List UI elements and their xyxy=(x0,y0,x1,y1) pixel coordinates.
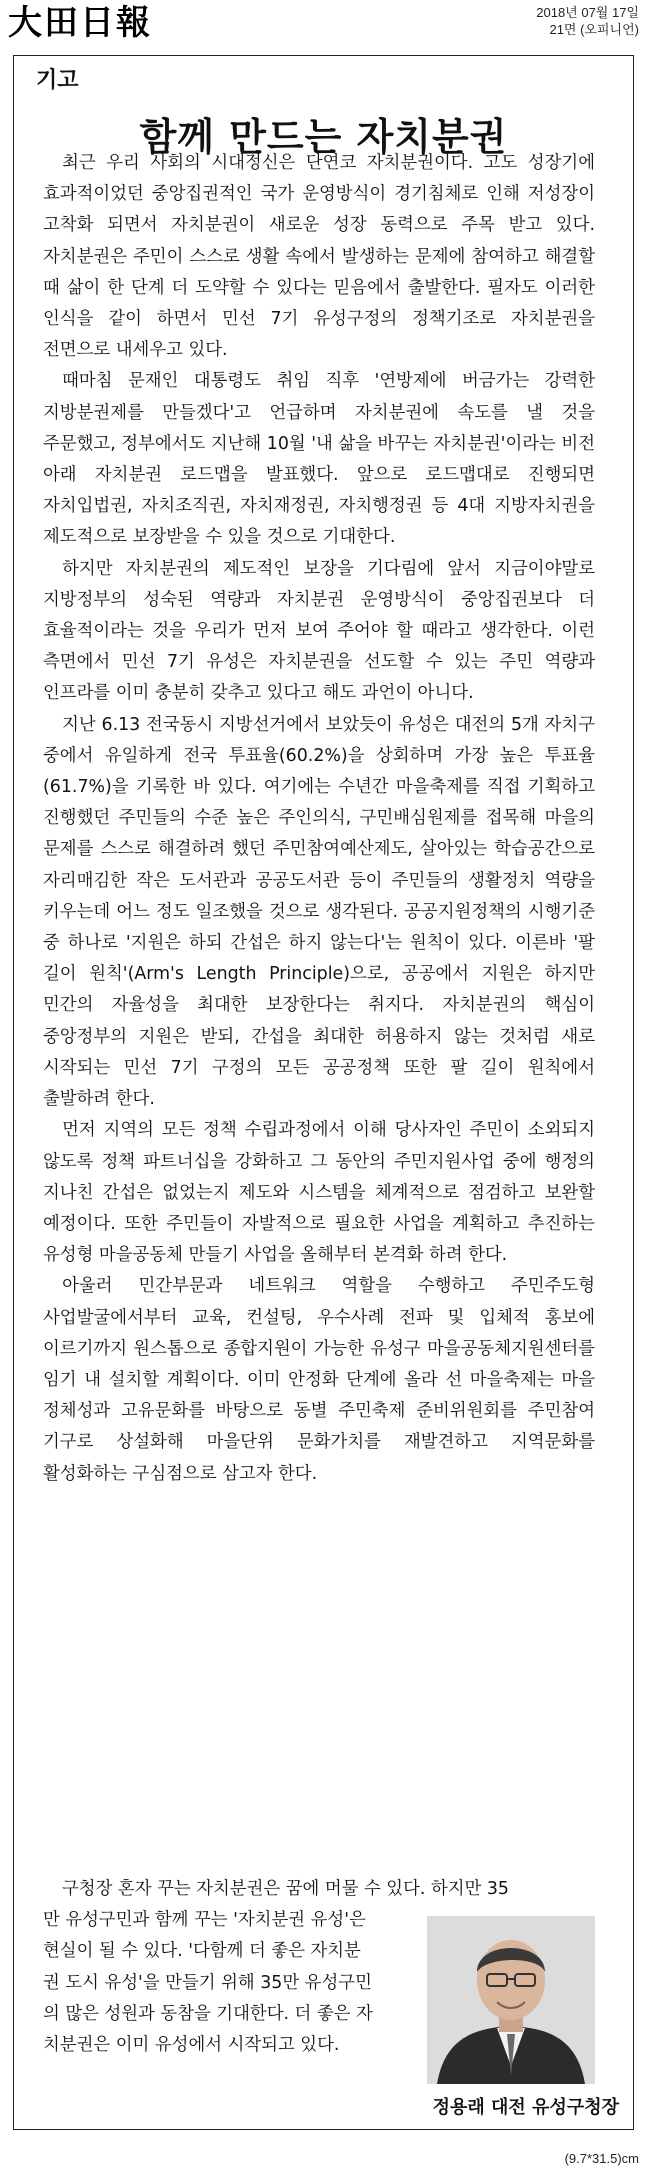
paragraph: 하지만 자치분권의 제도적인 보장을 기다림에 앞서 지금이야말로 지방정부의 성숙된 역량과 자치분권 운영방식이 중앙집권보다 더 효율적이라는 것을 우리가 먼저 보여 주어야 할 때라고 생각한다. 이런 측면에서 민선 7기 유성은 자치분권을 선도할 수 있는 주민 역량과 인프라를 이미 충분히 갖추고 있다고 해도 과언이 아니다. xyxy=(43,558,595,704)
paragraph: 아울러 민간부문과 네트워크 역할을 수행하고 주민주도형 사업발굴에서부터 교육, 컨설팅, 우수사례 전파 및 입체적 홍보에 이르기까지 원스톱으로 종합지원이 가능한 유성구 마을공동체지원센터를 임기 내 설치할 계획이다. 이미 안정화 단계에 올라 선 마을축제는 마을 정체성과 고유문화를 바탕으로 동별 주민축제 준비위원회를 주민참여 기구로 상설화해 마을단위 문화가치를 재발견하고 지역문화를 활성화하는 구심점으로 삼고자 한다. xyxy=(43,1276,595,1484)
paragraph: 최근 우리 사회의 시대정신은 단연코 자치분권이다. 고도 성장기에 효과적이었던 중앙집권적인 국가 운영방식이 경기침체로 인해 저성장이 고착화 되면서 자치분권이 새로운 성장 동력으로 주목 받고 있다. 자치분권은 주민이 스스로 생활 속에서 발생하는 문제에 참여하고 해결할 때 삶이 한 단계 더 도약할 수 있다는 믿음에서 출발한다. 필자도 이러한 인식을 같이 하면서 민선 7기 유성구정의 정책기조로 자치분권을 전면으로 내세우고 있다. xyxy=(43,153,595,361)
closing-line: 치분권은 이미 유성에서 시작되고 있다. xyxy=(43,2035,340,2056)
paragraph: 지난 6.13 전국동시 지방선거에서 보았듯이 유성은 대전의 5개 자치구 중에서 유일하게 전국 투표율(60.2%)을 상회하며 가장 높은 투표율(61.7%)을 기록한 바 있다. 여기에는 수년간 마을축제를 직접 기획하고 진행했던 주민들의 수준 높은 주인의식, 구민배심원제를 접목해 마을의 문제를 스스로 해결하려 했던 주민참여예산제도, 살아있는 학습공간으로 자리매김한 작은 도서관과 공공도서관 등이 주민들의 생활정치 역량을 키우는데 어느 정도 일조했을 것으로 생각된다. 공공지원정책의 시행기준 중 하나로 '지원은 하되 간섭은 하지 않는다'는 원칙이 있다. 이른바 '팔 길이 원칙'(Arm's Length Principle)으로, 공공에서 지원은 하지만 민간의 자율성을 최대한 보장한다는 취지다. 자치분권의 핵심이 중앙정부의 지원은 받되, 간섭을 최대한 허용하지 않는 것처럼 새로 시작되는 민선 7기 구정의 모든 공공정책 또한 팔 길이 원칙에서 출발하려 한다. xyxy=(43,714,595,1110)
author-byline: 정용래 대전 유성구청장 xyxy=(432,2097,619,2118)
author-photo xyxy=(427,1916,595,2084)
clipping-size-note: (9.7*31.5)cm xyxy=(564,2151,639,2166)
newspaper-logo: 大田日報 xyxy=(8,3,152,43)
publication-info xyxy=(536,4,639,38)
masthead xyxy=(0,0,649,48)
paragraph: 먼저 지역의 모든 정책 수립과정에서 이해 당사자인 주민이 소외되지 않도록 정책 파트너십을 강화하고 그 동안의 주민지원사업 중에 행정의 지나친 간섭은 없었는지 제도와 시스템을 체계적으로 점검하고 보완할 예정이다. 또한 주민들이 자발적으로 필요한 사업을 계획하고 추진하는 유성형 마을공동체 만들기 사업을 올해부터 본격화 하려 한다. xyxy=(43,1120,595,1266)
article-body xyxy=(43,148,595,1490)
closing-line: 현실이 될 수 있다. '다함께 더 좋은 자치분 xyxy=(43,1941,361,1962)
publication-date: 2018년 07월 17일 xyxy=(536,5,639,20)
article-headline: 함께 만드는 자치분권 xyxy=(139,115,508,159)
closing-line: 구청장 혼자 꾸는 자치분권은 꿈에 머물 수 있다. 하지만 35 xyxy=(62,1879,509,1899)
closing-line: 만 유성구민과 함께 꾸는 '자치분권 유성'은 xyxy=(43,1910,366,1931)
closing-line: 의 많은 성원과 동참을 기대한다. 더 좋은 자 xyxy=(43,2003,373,2024)
paragraph: 때마침 문재인 대통령도 취임 직후 '연방제에 버금가는 강력한 지방분권제를 만들겠다'고 언급하며 자치분권에 속도를 낼 것을 주문했고, 정부에서도 지난해 10월 '내 삶을 바꾸는 자치분권'이라는 비전 아래 자치분권 로드맵을 발표했다. 앞으로 로드맵대로 진행되면 자치입법권, 자치조직권, 자치재정권, 자치행정권 등 4대 지방자치권을 제도적으로 보장받을 수 있을 것으로 기대한다. xyxy=(43,371,595,548)
author-portrait-image xyxy=(427,1916,595,2084)
page-section: 21면 (오피니언) xyxy=(549,22,639,37)
article-kicker: 기고 xyxy=(36,68,79,93)
closing-line: 권 도시 유성'을 만들기 위해 35만 유성구민 xyxy=(43,1972,372,1993)
